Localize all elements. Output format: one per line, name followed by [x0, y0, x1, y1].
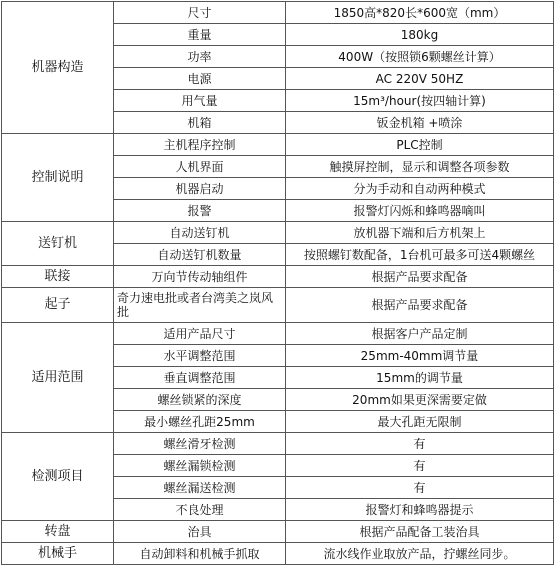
- value-cell: 分为手动和自动两种模式: [286, 178, 554, 200]
- value-cell: 流水线作业取放产品，拧螺丝同步。: [286, 543, 554, 565]
- value-cell: PLC控制: [286, 134, 554, 156]
- item-cell: 螺丝漏送检测: [114, 477, 286, 499]
- value-cell: 有: [286, 455, 554, 477]
- item-cell: 最小螺丝孔距25mm: [114, 411, 286, 433]
- table-row: [2, 266, 554, 288]
- item-cell: 自动卸料和机械手抓取: [114, 543, 286, 565]
- item-cell: 治具: [114, 521, 286, 543]
- value-cell: 最大孔距无限制: [286, 411, 554, 433]
- item-cell: 奇力速电批或者台湾美之岚风批: [114, 288, 286, 323]
- item-cell: 万向节传动轴组件: [114, 266, 286, 288]
- item-cell: 机器启动: [114, 178, 286, 200]
- category-cell: 起子: [2, 288, 114, 323]
- item-cell: 电源: [114, 68, 286, 90]
- value-cell: 根据产品配备工装治具: [286, 521, 554, 543]
- category-cell: 控制说明: [2, 134, 114, 222]
- spec-table: [1, 1, 554, 565]
- category-cell: 联接: [2, 266, 114, 288]
- value-cell: 1850高*820长*600宽（mm）: [286, 2, 554, 24]
- category-cell: 送钉机: [2, 222, 114, 266]
- item-cell: 自动送钉机: [114, 222, 286, 244]
- item-cell: 螺丝滑牙检测: [114, 433, 286, 455]
- item-cell: 报警: [114, 200, 286, 222]
- item-cell: 主机程序控制: [114, 134, 286, 156]
- item-cell: 重量: [114, 24, 286, 46]
- value-cell: 放机器下端和后方机架上: [286, 222, 554, 244]
- item-cell: 螺丝漏锁检测: [114, 455, 286, 477]
- table-row: [2, 288, 554, 323]
- table-row: [2, 433, 554, 455]
- value-cell: 根据客户产品定制: [286, 323, 554, 345]
- category-cell: 机械手: [2, 543, 114, 565]
- item-cell: 水平调整范围: [114, 345, 286, 367]
- value-cell: 报警灯和蜂鸣器提示: [286, 499, 554, 521]
- item-cell: 适用产品尺寸: [114, 323, 286, 345]
- table-row: [2, 323, 554, 345]
- value-cell: AC 220V 50HZ: [286, 68, 554, 90]
- item-cell: 不良处理: [114, 499, 286, 521]
- value-cell: 15m³/hour(按四轴计算): [286, 90, 554, 112]
- item-cell: 自动送钉机数量: [114, 244, 286, 266]
- item-cell: 人机界面: [114, 156, 286, 178]
- value-cell: 按照螺钉数配备，1台机可最多可送4颗螺丝: [286, 244, 554, 266]
- value-cell: 400W（按照锁6颗螺丝计算）: [286, 46, 554, 68]
- item-cell: 尺寸: [114, 2, 286, 24]
- table-row: [2, 134, 554, 156]
- table-row: [2, 222, 554, 244]
- value-cell: 15mm的调节量: [286, 367, 554, 389]
- category-cell: 机器构造: [2, 2, 114, 134]
- table-row: [2, 2, 554, 24]
- item-cell: 功率: [114, 46, 286, 68]
- item-cell: 垂直调整范围: [114, 367, 286, 389]
- category-cell: 转盘: [2, 521, 114, 543]
- value-cell: 25mm-40mm调节量: [286, 345, 554, 367]
- table-row: [2, 543, 554, 565]
- value-cell: 根据产品要求配备: [286, 266, 554, 288]
- value-cell: 有: [286, 433, 554, 455]
- item-cell: 螺丝锁紧的深度: [114, 389, 286, 411]
- value-cell: 根据产品要求配备: [286, 288, 554, 323]
- value-cell: 钣金机箱 +喷涂: [286, 112, 554, 134]
- value-cell: 20mm如果更深需要定做: [286, 389, 554, 411]
- item-cell: 用气量: [114, 90, 286, 112]
- value-cell: 有: [286, 477, 554, 499]
- category-cell: 适用范围: [2, 323, 114, 433]
- value-cell: 触摸屏控制，显示和调整各项参数: [286, 156, 554, 178]
- item-cell: 机箱: [114, 112, 286, 134]
- value-cell: 180kg: [286, 24, 554, 46]
- category-cell: 检测项目: [2, 433, 114, 521]
- table-row: [2, 521, 554, 543]
- value-cell: 报警灯闪烁和蜂鸣器嘀叫: [286, 200, 554, 222]
